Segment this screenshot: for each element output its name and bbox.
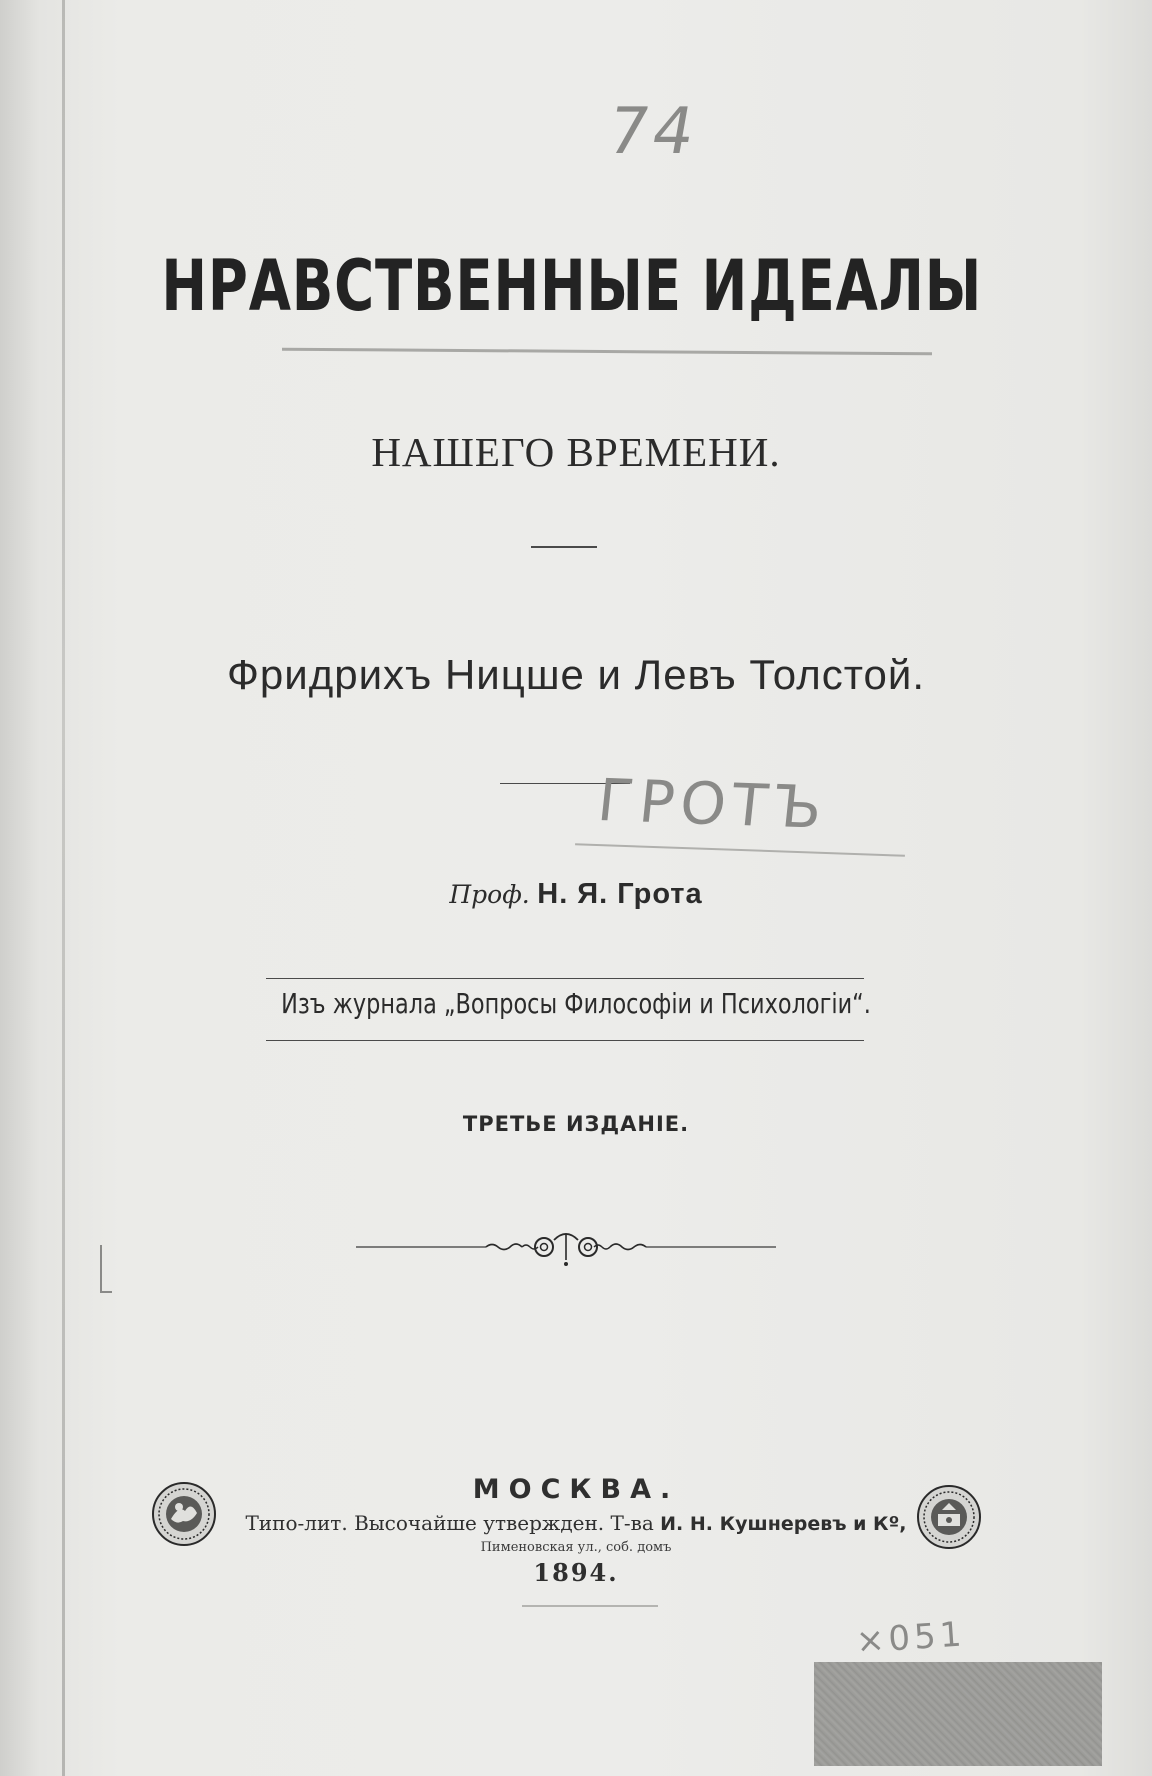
- publication-year: 1894.: [533, 1558, 619, 1587]
- author-name: Н. Я. Грота: [537, 878, 703, 910]
- journal-rule-bottom: [266, 1040, 864, 1041]
- book-subtitle: НАШЕГО ВРЕМЕНИ.: [371, 429, 781, 475]
- divider-rule: [531, 546, 597, 548]
- handwritten-author-name: ГРОТЪ: [594, 766, 832, 842]
- journal-note: Изъ журнала „Вопросы Философіи и Психологіи“.: [281, 987, 871, 1020]
- library-stamp-patch: [814, 1662, 1102, 1766]
- pencil-underline: [522, 1605, 658, 1607]
- journal-rule-top: [266, 978, 864, 979]
- publication-city: МОСКВА.: [472, 1474, 680, 1505]
- printer-address: Пименовская ул., соб. домъ: [480, 1540, 672, 1555]
- author-title: Проф.: [449, 880, 530, 909]
- edition-label: ТРЕТЬЕ ИЗДАНІЕ.: [462, 1112, 690, 1136]
- printer-medal-icon: [151, 1481, 217, 1547]
- printer-regular-text: Типо-лит. Высочайше утвержден. Т-ва: [245, 1511, 654, 1535]
- handwritten-stamp-mark: ×051: [854, 1614, 967, 1662]
- printer-medal-icon: [916, 1484, 982, 1550]
- printer-name: И. Н. Кушнеревъ и Кº,: [660, 1513, 907, 1535]
- margin-bracket-foot: [100, 1291, 112, 1293]
- pencil-underline: [575, 843, 905, 857]
- author-line: [0, 878, 1152, 911]
- ornament-divider-icon: [356, 1228, 776, 1276]
- pencil-underline: [282, 348, 932, 356]
- handwritten-shelf-mark: 74: [601, 95, 704, 169]
- book-title: НРАВСТВЕННЫЕ ИДЕАЛЫ: [161, 245, 983, 327]
- subject-authors: Фридрихъ Ницше и Левъ Толстой.: [226, 651, 926, 698]
- margin-bracket-mark: [100, 1245, 102, 1293]
